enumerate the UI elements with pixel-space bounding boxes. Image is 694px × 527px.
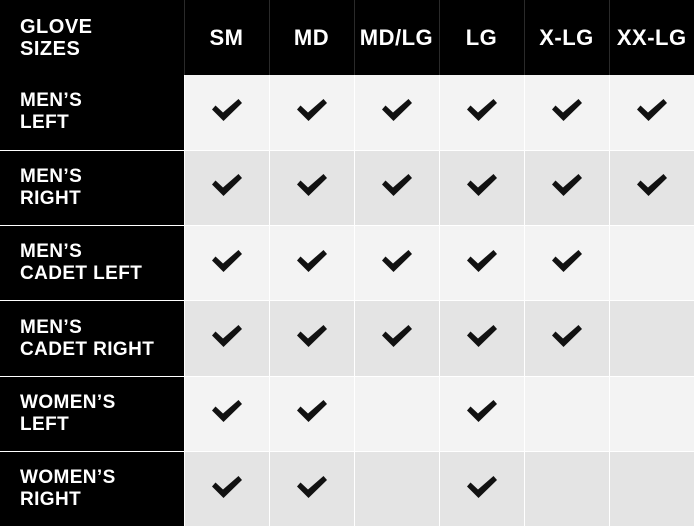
empty-availability — [635, 323, 669, 349]
check-icon — [210, 474, 244, 500]
check-icon — [550, 172, 584, 198]
check-icon — [380, 97, 414, 123]
table-title-line1: GLOVE — [20, 15, 93, 38]
row-label — [0, 75, 184, 150]
availability-cell — [354, 376, 439, 451]
check-icon — [210, 323, 244, 349]
row-label-line1: MEN’S — [20, 165, 83, 187]
table-row — [0, 451, 694, 526]
row-label-line1: WOMEN’S — [20, 467, 116, 489]
availability-cell — [354, 75, 439, 150]
availability-cell — [354, 150, 439, 225]
check-icon — [465, 474, 499, 500]
row-label-line1: MEN’S — [20, 241, 83, 263]
table-title-line2: SIZES — [20, 37, 81, 60]
row-label-line1: MEN’S — [20, 316, 83, 338]
check-icon — [635, 97, 669, 123]
check-icon — [465, 398, 499, 424]
header-row — [0, 0, 694, 75]
availability-cell — [439, 226, 524, 301]
column-header-lg: LG — [439, 0, 524, 75]
empty-availability — [380, 474, 414, 500]
column-header-xx-lg: XX-LG — [609, 0, 694, 75]
availability-cell — [269, 301, 354, 376]
check-icon — [295, 323, 329, 349]
check-icon — [635, 172, 669, 198]
row-label-line1: WOMEN’S — [20, 391, 116, 413]
availability-cell — [524, 376, 609, 451]
availability-cell — [184, 376, 269, 451]
availability-cell — [269, 226, 354, 301]
availability-cell — [184, 301, 269, 376]
table-row — [0, 376, 694, 451]
table-header — [0, 0, 694, 75]
row-label — [0, 226, 184, 301]
table-body — [0, 75, 694, 527]
availability-cell — [439, 451, 524, 526]
check-icon — [295, 398, 329, 424]
availability-cell — [439, 150, 524, 225]
column-header-md: MD — [269, 0, 354, 75]
availability-cell — [184, 75, 269, 150]
availability-cell — [269, 451, 354, 526]
availability-cell — [269, 75, 354, 150]
table-row — [0, 75, 694, 150]
row-label-line2: RIGHT — [20, 187, 82, 209]
check-icon — [550, 248, 584, 274]
row-label — [0, 301, 184, 376]
empty-availability — [635, 474, 669, 500]
check-icon — [210, 248, 244, 274]
availability-cell — [524, 150, 609, 225]
availability-cell — [354, 451, 439, 526]
availability-cell — [184, 226, 269, 301]
availability-cell — [439, 301, 524, 376]
check-icon — [465, 97, 499, 123]
check-icon — [465, 172, 499, 198]
availability-cell — [524, 226, 609, 301]
availability-cell — [354, 301, 439, 376]
availability-cell — [609, 75, 694, 150]
empty-availability — [635, 248, 669, 274]
availability-cell — [269, 376, 354, 451]
check-icon — [210, 172, 244, 198]
availability-cell — [609, 150, 694, 225]
check-icon — [465, 248, 499, 274]
availability-cell — [609, 301, 694, 376]
check-icon — [465, 323, 499, 349]
check-icon — [550, 323, 584, 349]
row-label-line2: CADET LEFT — [20, 263, 143, 285]
column-header-sm: SM — [184, 0, 269, 75]
table-row — [0, 150, 694, 225]
availability-cell — [609, 226, 694, 301]
availability-cell — [524, 75, 609, 150]
check-icon — [210, 398, 244, 424]
availability-cell — [609, 376, 694, 451]
availability-cell — [184, 150, 269, 225]
check-icon — [295, 474, 329, 500]
table-row — [0, 301, 694, 376]
row-label-line2: LEFT — [20, 112, 70, 134]
row-label — [0, 451, 184, 526]
availability-cell — [524, 451, 609, 526]
empty-availability — [550, 398, 584, 424]
empty-availability — [550, 474, 584, 500]
row-label-line2: RIGHT — [20, 489, 82, 511]
row-label-line2: LEFT — [20, 413, 70, 435]
check-icon — [295, 97, 329, 123]
row-label — [0, 150, 184, 225]
availability-cell — [184, 451, 269, 526]
availability-cell — [354, 226, 439, 301]
availability-cell — [439, 376, 524, 451]
check-icon — [380, 323, 414, 349]
check-icon — [550, 97, 584, 123]
row-label-line2: CADET RIGHT — [20, 338, 155, 360]
empty-availability — [635, 398, 669, 424]
column-header-md-lg: MD/LG — [354, 0, 439, 75]
table-row — [0, 226, 694, 301]
check-icon — [295, 172, 329, 198]
availability-cell — [269, 150, 354, 225]
row-label — [0, 376, 184, 451]
check-icon — [210, 97, 244, 123]
table-title — [0, 0, 184, 75]
row-label-line1: MEN’S — [20, 90, 83, 112]
availability-cell — [524, 301, 609, 376]
availability-cell — [439, 75, 524, 150]
check-icon — [380, 172, 414, 198]
availability-cell — [609, 451, 694, 526]
check-icon — [380, 248, 414, 274]
check-icon — [295, 248, 329, 274]
empty-availability — [380, 398, 414, 424]
column-header-x-lg: X-LG — [524, 0, 609, 75]
